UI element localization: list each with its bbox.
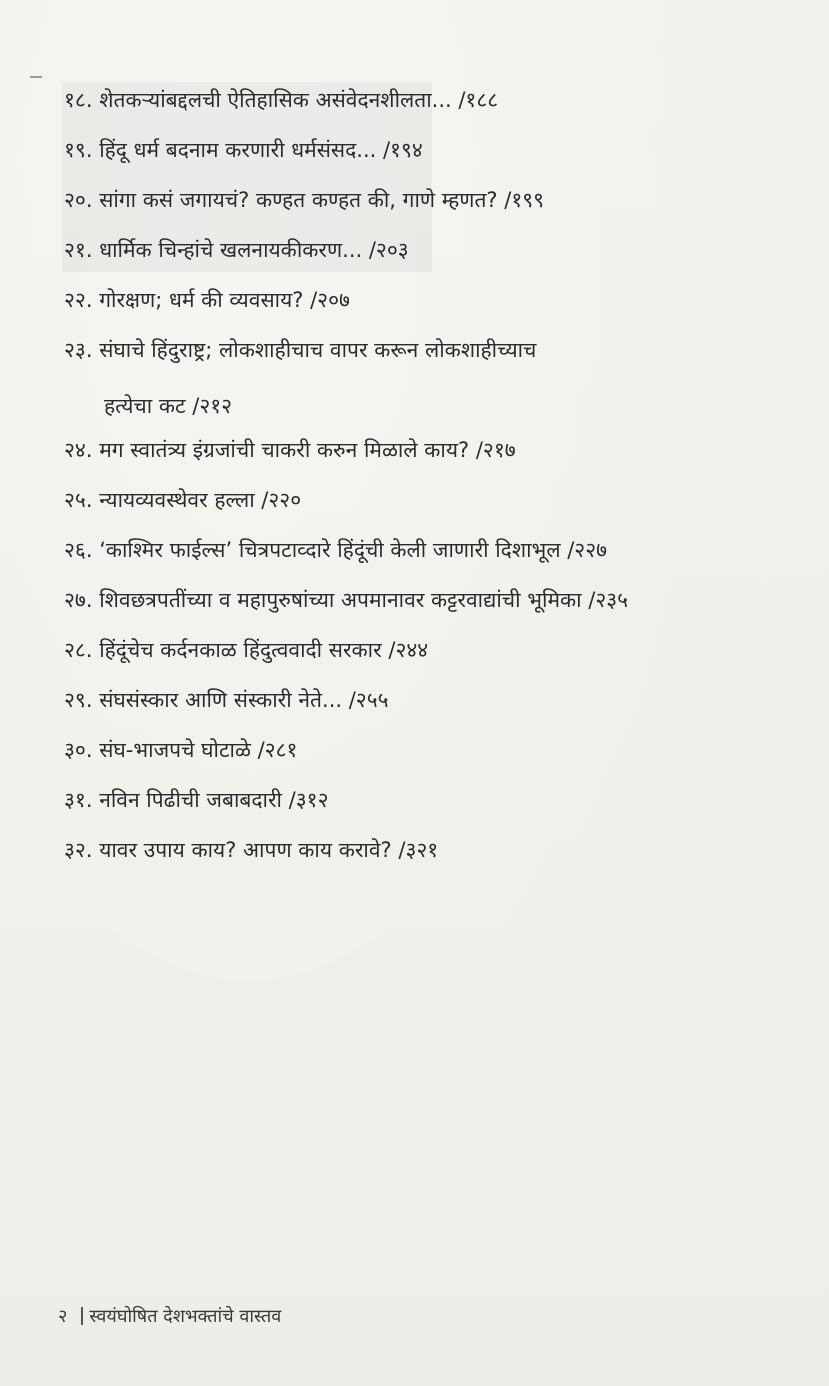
toc-entry-line: ३१. नविन पिढीची जबाबदारी /३१२ xyxy=(64,788,329,812)
toc-entry xyxy=(64,836,438,864)
toc-entry-line: २०. सांगा कसं जगायचं? कण्हत कण्हत की, गाणे म्हणत? /१९९ xyxy=(64,188,545,212)
toc-entry xyxy=(64,186,544,214)
toc-entry xyxy=(64,286,350,314)
toc-entry-line: २६. ‘काश्मिर फाईल्स’ चित्रपटाव्दारे हिंदूंची केली जाणारी दिशाभूल /२२७ xyxy=(64,538,608,562)
toc-entry-line: ३२. यावर उपाय काय? आपण काय करावे? /३२१ xyxy=(64,838,439,862)
toc-entry xyxy=(64,686,389,714)
toc-entry xyxy=(64,486,301,514)
margin-mark xyxy=(30,76,42,78)
toc-entry xyxy=(64,336,536,420)
toc-entry xyxy=(64,586,628,614)
book-title: स्वयंघोषित देशभक्तांचे वास्तव xyxy=(89,1306,282,1327)
toc-entry-line: २७. शिवछत्रपतींच्या व महापुरुषांच्या अपमानावर कट्टरवाद्यांची भूमिका /२३५ xyxy=(64,588,629,612)
toc-entry xyxy=(64,536,607,564)
toc-entry-line: २८. हिंदूंचेच कर्दनकाळ हिंदुत्ववादी सरकार /२४४ xyxy=(64,638,429,662)
page-number: २ xyxy=(58,1306,68,1327)
toc-entry-line: ३०. संघ-भाजपचे घोटाळे /२८१ xyxy=(64,738,298,762)
toc-entry-line: २३. संघाचे हिंदुराष्ट्र; लोकशाहीचाच वापर करून लोकशाहीच्याच xyxy=(64,338,537,362)
toc-entry xyxy=(64,86,498,114)
toc-entry-continuation: हत्येचा कट /२१२ xyxy=(104,394,233,418)
toc-entry-line: १९. हिंदू धर्म बदनाम करणारी धर्मसंसद... /१९४ xyxy=(64,138,423,162)
toc-entry-line: २९. संघसंस्कार आणि संस्कारी नेते... /२५५ xyxy=(64,688,389,712)
toc-entry xyxy=(64,636,428,664)
toc-entry xyxy=(64,136,423,164)
toc-entry xyxy=(64,236,409,264)
toc-entry-line: १८. शेतकऱ्यांबद्दलची ऐतिहासिक असंवेदनशीलता... /१८८ xyxy=(64,88,499,112)
toc-entry-line: २१. धार्मिक चिन्हांचे खलनायकीकरण... /२०३ xyxy=(64,238,409,262)
page-footer xyxy=(58,1304,281,1328)
toc-entry xyxy=(64,436,516,464)
footer-separator xyxy=(81,1307,83,1325)
toc-entry-line: २२. गोरक्षण; धर्म की व्यवसाय? /२०७ xyxy=(64,288,350,312)
toc-entry xyxy=(64,786,329,814)
toc-entry xyxy=(64,736,297,764)
toc-entry-line: २५. न्यायव्यवस्थेवर हल्ला /२२० xyxy=(64,488,302,512)
toc-entry-line: २४. मग स्वातंत्र्य इंग्रजांची चाकरी करुन मिळाले काय? /२१७ xyxy=(64,438,516,462)
